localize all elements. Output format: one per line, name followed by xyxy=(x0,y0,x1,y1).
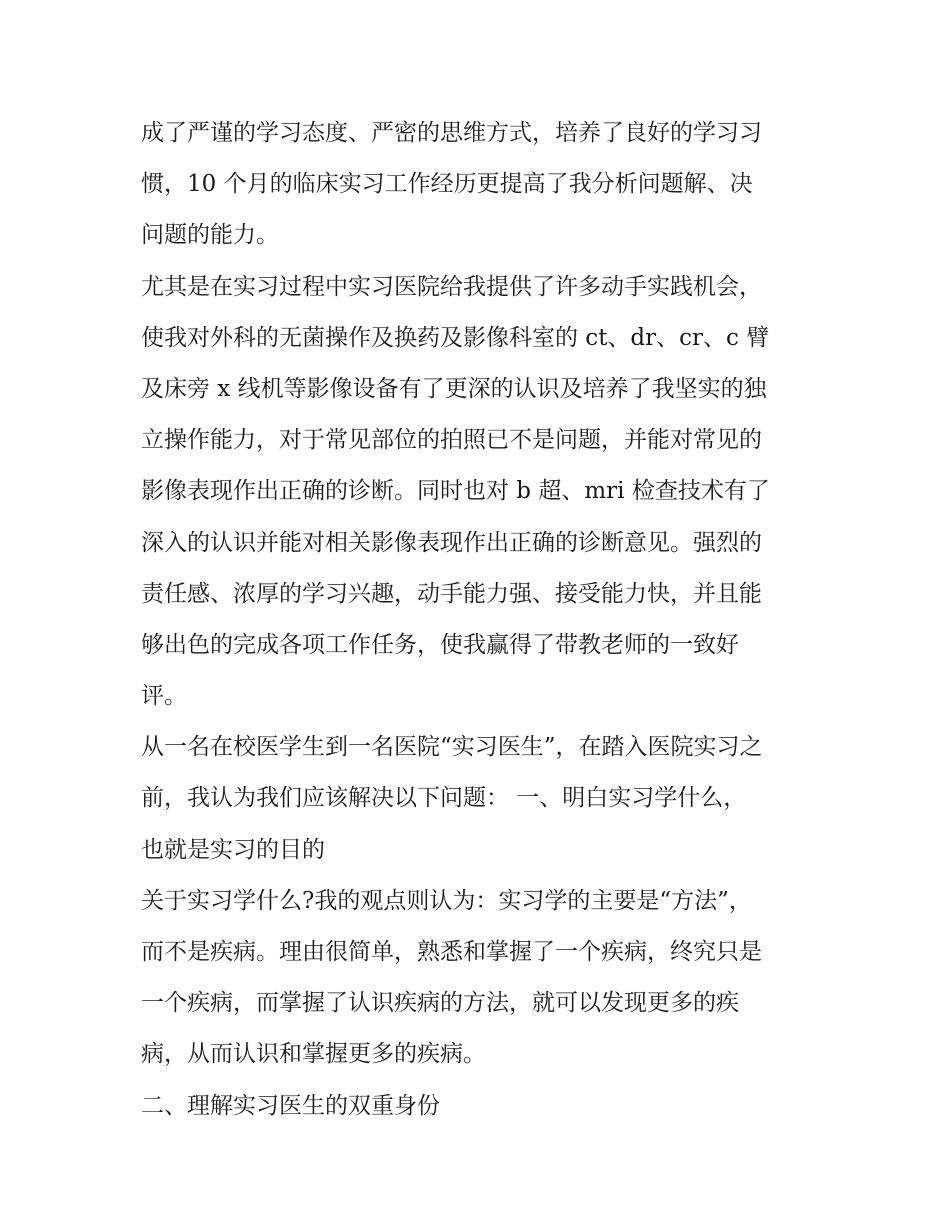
text-line: 深入的认识并能对相关影像表现作出正确的诊断意见。强烈的 xyxy=(141,529,762,556)
text-line: 评。 xyxy=(141,683,187,710)
text-line: 够出色的完成各项工作任务，使我赢得了带教老师的一致好 xyxy=(141,631,739,658)
text-line: 责任感、浓厚的学习兴趣，动手能力强、接受能力快，并且能 xyxy=(141,580,762,607)
text-line: 病，从而认识和掌握更多的疾病。 xyxy=(141,1041,486,1068)
text-line: 立操作能力，对于常见部位的拍照已不是问题，并能对常见的 xyxy=(141,427,762,454)
text-line: 前，我认为我们应该解决以下问题： 一、明白实习学什么， xyxy=(141,785,747,812)
text-line: 问题的能力。 xyxy=(141,222,279,249)
text-line: 尤其是在实习过程中实习医院给我提供了许多动手实践机会， xyxy=(141,273,762,300)
text-line: 惯，10 个月的临床实习工作经历更提高了我分析问题解、决 xyxy=(141,171,753,198)
section-heading: 二、理解实习医生的双重身份 xyxy=(141,1092,440,1119)
body-text xyxy=(141,108,821,1132)
text-line: 关于实习学什么?我的观点则认为：实习学的主要是“方法”， xyxy=(141,887,752,914)
text-line: 及床旁 x 线机等影像设备有了更深的认识及培养了我坚实的独 xyxy=(141,375,767,402)
text-line: 而不是疾病。理由很简单，熟悉和掌握了一个疾病，终究只是 xyxy=(141,939,762,965)
text-line: 使我对外科的无菌操作及换药及影像科室的 ct、dr、cr、c 臂 xyxy=(141,324,770,351)
text-line: 一个疾病，而掌握了认识疾病的方法，就可以发现更多的疾 xyxy=(141,990,739,1017)
text-line: 影像表现作出正确的诊断。同时也对 b 超、mri 检查技术有了 xyxy=(141,478,770,505)
text-line: 成了严谨的学习态度、严密的思维方式，培养了良好的学习习 xyxy=(141,120,762,146)
text-line: 也就是实习的目的 xyxy=(141,836,325,863)
text-line: 从一名在校医学生到一名医院“实习医生”，在踏入医院实习之 xyxy=(141,734,763,761)
